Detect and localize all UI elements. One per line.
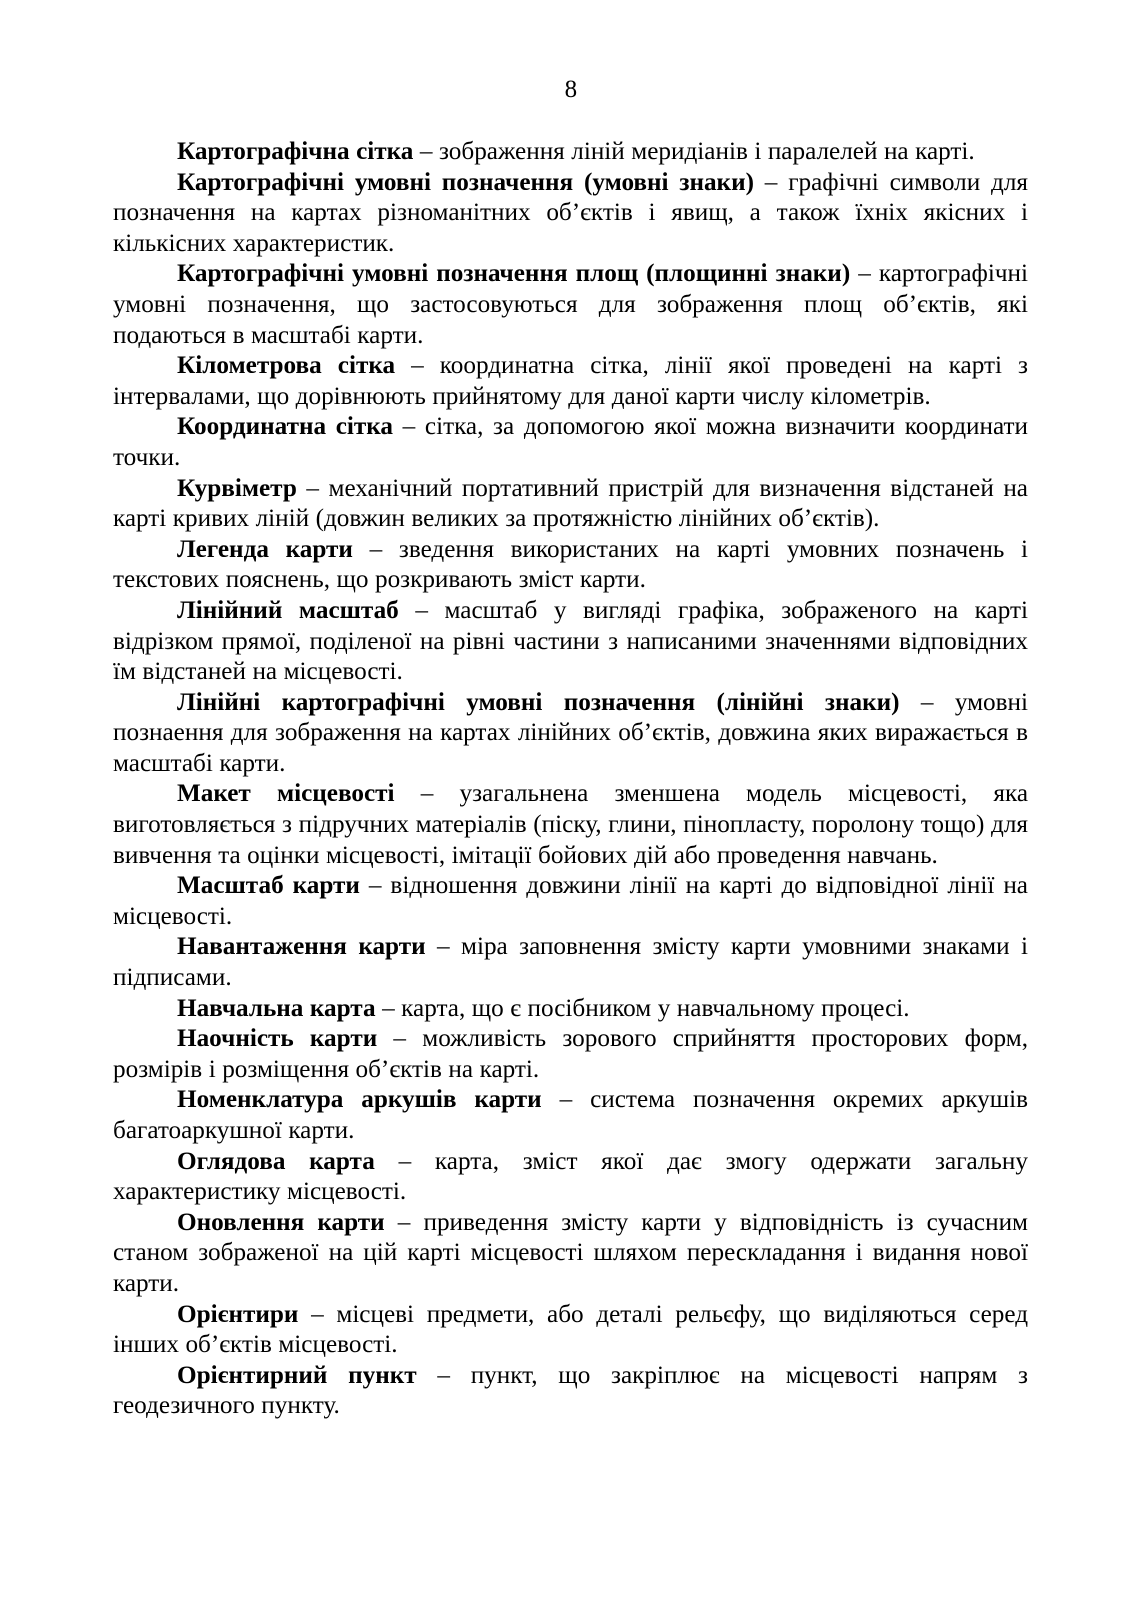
glossary-dash: –	[392, 413, 425, 441]
glossary-term: Курвіметр	[177, 474, 297, 502]
glossary-term: Орієнтирний пункт	[177, 1361, 417, 1389]
glossary-entry	[113, 1300, 1028, 1361]
glossary-dash: –	[899, 688, 955, 716]
glossary-dash: –	[425, 933, 462, 961]
glossary-term: Оглядова карта	[177, 1147, 375, 1175]
glossary-term: Кілометрова сітка	[177, 352, 396, 380]
glossary-definition: масштаб у вигляді графіка, зображеного на карті відрізком прямої, поділеної на рівні частини з написаними значеннями відповідних їм відстаней на місцевості.	[113, 596, 1028, 686]
glossary-dash: –	[850, 260, 879, 288]
glossary-term: Картографічні умовні позначення (умовні знаки)	[177, 168, 754, 196]
glossary-body	[113, 137, 1028, 1422]
glossary-entry	[113, 535, 1028, 596]
glossary-entry	[113, 168, 1028, 260]
glossary-term: Оновлення карти	[177, 1208, 385, 1236]
glossary-definition: система позначення окремих аркушів багатоаркушної карти.	[113, 1086, 1028, 1144]
glossary-definition: графічні символи для позначення на картах різноманітних об’єктів і явищ, а також їхніх якісних і кількісних характеристик.	[113, 168, 1028, 257]
glossary-dash: –	[359, 872, 391, 900]
glossary-term: Макет місцевості	[177, 780, 395, 808]
glossary-dash: –	[395, 352, 440, 380]
glossary-definition: пункт, що закріплює на місцевості напрям з геодезичного пункту.	[113, 1361, 1028, 1420]
glossary-dash: –	[753, 168, 789, 196]
glossary-dash: –	[398, 596, 445, 624]
glossary-definition: сітка, за допомогою якої можна визначити координати точки.	[113, 413, 1028, 471]
glossary-term: Лінійний масштаб	[177, 596, 399, 624]
glossary-entry	[113, 596, 1028, 688]
glossary-entry	[113, 1361, 1028, 1422]
glossary-entry	[113, 474, 1028, 535]
glossary-dash: –	[541, 1086, 591, 1114]
glossary-dash: –	[374, 1147, 435, 1175]
glossary-definition: міра заповнення змісту карти умовними знаками і підписами.	[113, 933, 1028, 992]
glossary-term: Лінійні картографічні умовні позначення (лінійні знаки)	[177, 688, 900, 716]
glossary-term: Картографічна сітка	[177, 138, 414, 165]
glossary-term: Наочність карти	[177, 1025, 378, 1053]
glossary-entry	[113, 932, 1028, 993]
glossary-definition: зведення використаних на карті умовних позначень і текстових пояснень, що розкривають зміст карти.	[113, 535, 1028, 594]
glossary-entry	[113, 1147, 1028, 1208]
glossary-term: Орієнтири	[177, 1300, 299, 1328]
glossary-definition: приведення змісту карти у відповідність із сучасним станом зображеної на цій карті місцевості шляхом перескладання і видання нової карти.	[113, 1208, 1028, 1297]
glossary-entry	[113, 1024, 1028, 1085]
glossary-term: Номенклатура аркушів карти	[177, 1086, 542, 1114]
glossary-dash: –	[384, 1208, 424, 1236]
glossary-dash: –	[296, 474, 329, 502]
glossary-definition: умовні познаення для зображення на картах лінійних об’єктів, довжина яких виражається в масштабі карти.	[113, 688, 1028, 777]
glossary-definition: узагальнена зменшена модель місцевості, яка виготовляється з підручних матеріалів (піску, глини, пінопласту, поролону тощо) для вивчення та оцінки місцевості, імітації бойових дій або проведення навчань.	[113, 780, 1028, 869]
glossary-term: Координатна сітка	[177, 413, 393, 441]
glossary-definition: картографічні умовні позначення, що застосовуються для зображення площ об’єктів, які подаються в масштабі карти.	[113, 260, 1028, 349]
glossary-entry	[113, 994, 1028, 1025]
glossary-entry	[113, 779, 1028, 871]
glossary-term: Картографічні умовні позначення площ (площинні знаки)	[177, 260, 851, 288]
glossary-definition: механічний портативний пристрій для визначення відстаней на карті кривих ліній (довжин великих за протяжністю лінійних об’єктів).	[113, 474, 1028, 533]
glossary-definition: відношення довжини лінії на карті до відповідної лінії на місцевості.	[113, 872, 1028, 930]
glossary-entry	[113, 412, 1028, 473]
glossary-dash: –	[352, 535, 399, 563]
glossary-entry	[113, 351, 1028, 412]
page-number: 8	[564, 76, 578, 103]
glossary-definition: карта, що є посібником у навчальному процесі.	[401, 994, 910, 1022]
glossary-entry	[113, 259, 1028, 351]
glossary-term: Навчальна карта	[177, 994, 376, 1022]
glossary-term: Навантаження карти	[177, 933, 426, 961]
glossary-dash: –	[375, 994, 402, 1022]
glossary-term: Легенда карти	[177, 535, 353, 563]
glossary-dash: –	[416, 1361, 471, 1389]
glossary-entry	[113, 688, 1028, 780]
glossary-definition: координатна сітка, лінії якої проведені на карті з інтервалами, що дорівнюють прийнятому для даної карти числу кілометрів.	[113, 352, 1029, 410]
glossary-dash: –	[394, 780, 460, 808]
glossary-entry	[113, 1085, 1028, 1146]
glossary-definition: можливість зорового сприйняття просторових форм, розмірів і розміщення об’єктів на карті.	[113, 1025, 1029, 1083]
glossary-definition: карта, зміст якої дає змогу одержати загальну характеристику місцевості.	[113, 1147, 1028, 1206]
glossary-definition: зображення ліній меридіанів і паралелей на карті.	[438, 138, 975, 165]
glossary-term: Масштаб карти	[177, 872, 360, 900]
glossary-dash: –	[298, 1300, 337, 1328]
glossary-dash: –	[413, 138, 439, 165]
glossary-definition: місцеві предмети, або деталі рельєфу, що виділяються серед інших об’єктів місцевості.	[113, 1300, 1029, 1359]
glossary-dash: –	[377, 1025, 423, 1053]
glossary-entry	[113, 871, 1028, 932]
glossary-entry	[113, 1208, 1028, 1300]
glossary-entry	[113, 137, 1028, 168]
